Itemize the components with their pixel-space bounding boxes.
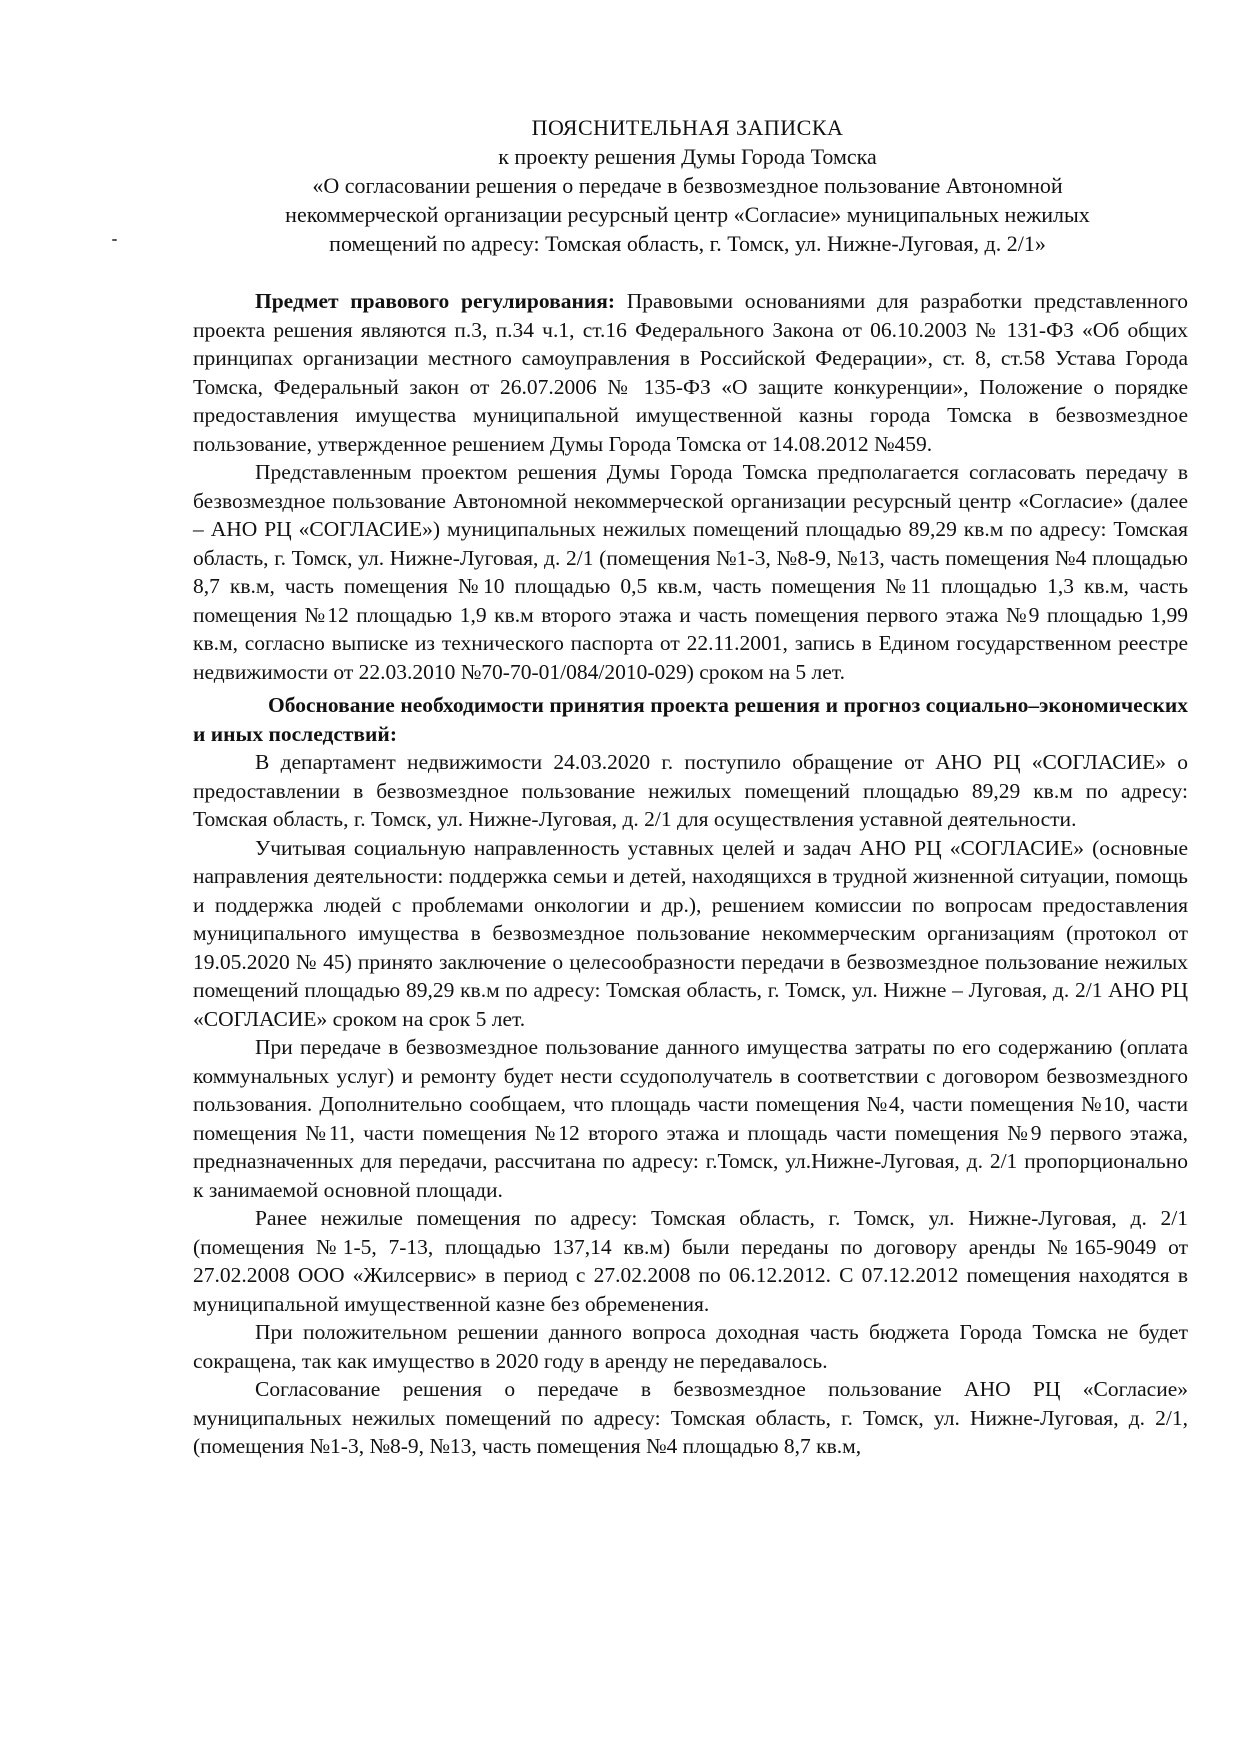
section-heading-justification: Обоснование необходимости принятия проекта решения и прогноз социально–экономических и иных последствий: bbox=[193, 693, 1188, 746]
paragraph-costs: При передаче в безвозмездное пользование данного имущества затраты по его содержанию (оплата коммунальных услуг) и ремонту будет нести ссудополучатель в соответствии с договором безвозмездного пользования. Дополнительно сообщаем, что площадь части помещения №4, части помещения №10, части помещения №11, части помещения №12 второго этажа и площадь части помещения №9 первого этажа, предназначенных для передачи, рассчитана по адресу: г.Томск, ул.Нижне-Луговая, д. 2/1 пропорционально к занимаемой основной площади. bbox=[193, 1035, 1188, 1202]
document-body bbox=[193, 287, 1188, 1461]
paragraph-legal-basis-text: Правовыми основаниями для разработки представленного проекта решения являются п.3, п.34 ч.1, ст.16 Федерального Закона от 06.10.2003 № 131-ФЗ «Об общих принципах организации местного самоуправления в Российской Федерации», ст. 8, ст.58 Устава Города Томска, Федеральный закон от 26.07.2006 № 135-ФЗ «О защите конкуренции», Положение о порядке предоставления имущества муниципальной имущественной казны города Томска в безвозмездное пользование, утвержденное решением Думы Города Томска от 14.08.2012 №459. bbox=[193, 289, 1189, 456]
paragraph-proposal: Представленным проектом решения Думы Города Томска предполагается согласовать передачу в безвозмездное пользование Автономной некоммерческой организации ресурсный центр «Согласие» (далее – АНО РЦ «СОГЛАСИЕ») муниципальных нежилых помещений площадью 89,29 кв.м по адресу: Томская область, г. Томск, ул. Нижне-Луговая, д. 2/1 (помещения №1-3, №8-9, №13, часть помещения №4 площадью 8,7 кв.м, часть помещения №10 площадью 0,5 кв.м, часть помещения №11 площадью 1,3 кв.м, часть помещения №12 площадью 1,9 кв.м второго этажа и часть помещения первого этажа №9 площадью 1,99 кв.м, согласно выписке из технического паспорта от 22.11.2001, запись в Едином государственном реестре недвижимости от 22.03.2010 №70-70-01/084/2010-029) сроком на 5 лет. bbox=[193, 460, 1188, 684]
paragraph-budget: При положительном решении данного вопроса доходная часть бюджета Города Томска не будет сокращена, так как имущество в 2020 году в аренду не передавалось. bbox=[193, 1320, 1188, 1373]
paragraph-approval: Согласование решения о передаче в безвозмездное пользование АНО РЦ «Согласие» муниципальных нежилых помещений по адресу: Томская область, г. Томск, ул. Нижне-Луговая, д. 2/1, (помещения №1-3, №8-9, №13, часть помещения №4 площадью 8,7 кв.м, bbox=[193, 1377, 1188, 1458]
paragraph-request: В департамент недвижимости 24.03.2020 г. поступило обращение от АНО РЦ «СОГЛАСИЕ» о предоставлении в безвозмездное пользование нежилых помещений площадью 89,29 кв.м по адресу: Томская область, г. Томск, ул. Нижне-Луговая, д. 2/1 для осуществления уставной деятельности. bbox=[193, 750, 1188, 831]
paragraph-history: Ранее нежилые помещения по адресу: Томская область, г. Томск, ул. Нижне-Луговая, д. 2/1 (помещения №1-5, 7-13, площадью 137,14 кв.м) были переданы по договору аренды №165-9049 от 27.02.2008 ООО «Жилсервис» в период с 27.02.2008 по 06.12.2012. С 07.12.2012 помещения находятся в муниципальной имущественной казне без обременения. bbox=[193, 1206, 1188, 1316]
document-subject-line-1: «О согласовании решения о передаче в безвозмездное пользование Автономной bbox=[312, 173, 1063, 198]
section-heading-subject: Предмет правового регулирования: bbox=[255, 289, 616, 313]
document-subject-line-3: помещений по адресу: Томская область, г. Томск, ул. Нижне-Луговая, д. 2/1» bbox=[329, 231, 1046, 256]
scan-artifact bbox=[112, 239, 117, 241]
document-title: ПОЯСНИТЕЛЬНАЯ ЗАПИСКА bbox=[531, 115, 844, 140]
paragraph-commission: Учитывая социальную направленность уставных целей и задач АНО РЦ «СОГЛАСИЕ» (основные направления деятельности: поддержка семьи и детей, находящихся в трудной жизненной ситуации, помощь и поддержка людей с проблемами онкологии и др.), решением комиссии по вопросам предоставления муниципального имущества в безвозмездное пользование некоммерческим организациям (протокол от 19.05.2020 № 45) принято заключение о целесообразности передачи в безвозмездное пользование нежилых помещений площадью 89,29 кв.м по адресу: Томская область, г. Томск, ул. Нижне – Луговая, д. 2/1 АНО РЦ «СОГЛАСИЕ» сроком на срок 5 лет. bbox=[193, 835, 1188, 1031]
document-header bbox=[195, 113, 1180, 258]
document-subject-line-2: некоммерческой организации ресурсный центр «Согласие» муниципальных нежилых bbox=[285, 202, 1090, 227]
paragraph-legal-basis bbox=[193, 287, 1188, 458]
document-subtitle: к проекту решения Думы Города Томска bbox=[498, 144, 877, 169]
